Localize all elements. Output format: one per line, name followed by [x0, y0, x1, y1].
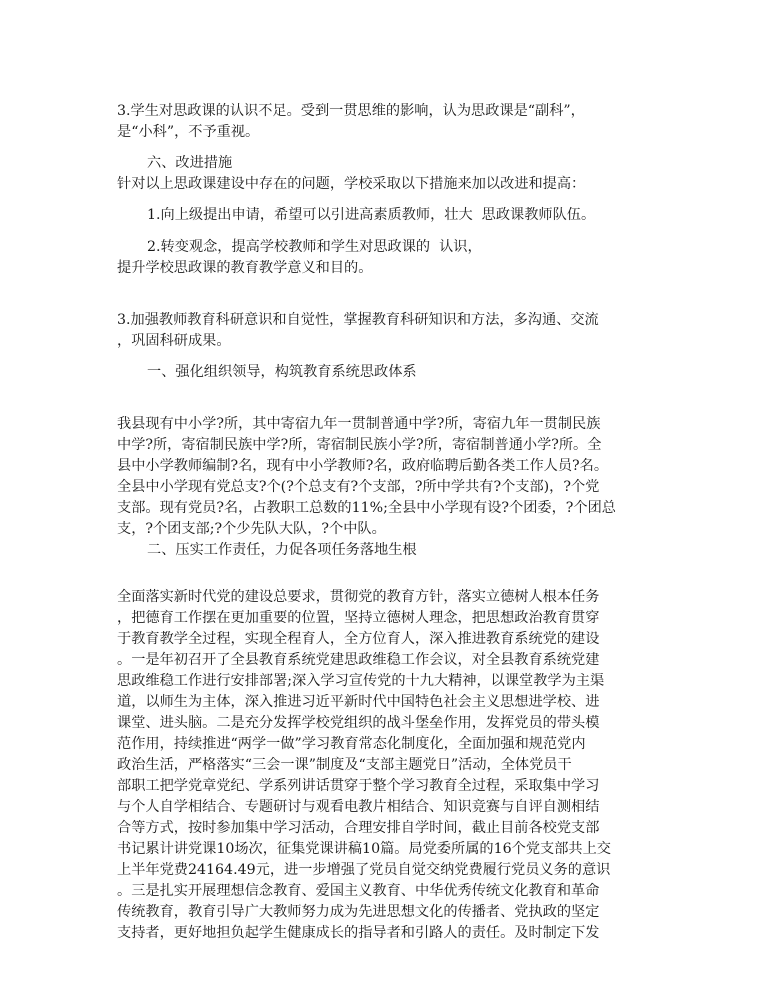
paragraph-line: 合等方式，按时参加集中学习活动，合理安排自学时间，截止目前各校党支部: [117, 820, 600, 836]
paragraph-line: 3.学生对思政课的认识不足。受到一贯思维的影响，认为思政课是“副科”，: [117, 103, 585, 119]
list-item: 3.加强教师教育科研意识和自觉性，掌握教育科研知识和方法，多沟通、交流: [117, 312, 599, 328]
paragraph-line: 全县中小学现有党总支?个(?个总支有?个支部，?所中学共有?个支部)，?个党: [117, 479, 600, 495]
section-heading: 二、压实工作责任，力促各项任务落地生根: [147, 542, 417, 558]
paragraph-line: 道，以师生为主体，深入推进习近平新时代中国特色社会主义思想进学校、进: [117, 694, 600, 710]
paragraph-line: 范作用，持续推进“两学一做”学习教育常态化制度化，全面加强和规范党内: [117, 736, 586, 752]
paragraph-line: 支部。现有党员?名，占教职工总数的11%;全县中小学现有设?个团委，?个团总: [117, 500, 616, 516]
paragraph-line: 部职工把学党章党纪、学系列讲话贯穿于整个学习教育全过程，采取集中学习: [117, 778, 600, 794]
paragraph-line: 我县现有中小学?所，其中寄宿九年一贯制普通中学?所，寄宿九年一贯制民族: [117, 416, 601, 432]
paragraph-line: 中学?所，寄宿制民族中学?所，寄宿制民族小学?所，寄宿制普通小学?所。全: [117, 437, 602, 453]
paragraph-line: 针对以上思政课建设中存在的问题，学校采取以下措施来加以改进和提高：: [117, 176, 586, 192]
list-item: 2.转变观念，提高学校教师和学生对思政课的 认识，: [147, 239, 482, 255]
paragraph-line: 书记累计讲党课10场次，征集党课讲稿10篇。局党委所属的16个党支部共上交: [117, 841, 611, 857]
paragraph-line: 支，?个团支部;?个少先队大队，?个中队。: [117, 521, 386, 537]
list-item-continuation: ，巩固科研成果。: [117, 333, 231, 349]
paragraph-line: 政治生活，严格落实“三会一课”制度及“支部主题党日”活动，全体党员干: [117, 757, 572, 773]
paragraph-line: 全面落实新时代党的建设总要求，贯彻党的教育方针，落实立德树人根本任务: [117, 589, 600, 605]
paragraph-line: 是“小科”，不予重视。: [117, 124, 260, 140]
paragraph-line: 于教育教学全过程，实现全程育人，全方位育人，深入推进教育系统党的建设: [117, 631, 600, 647]
list-item: 1.向上级提出申请，希望可以引进高素质教师，壮大 思政课教师队伍。: [147, 207, 596, 223]
paragraph-line: 支持者，更好地担负起学生健康成长的指导者和引路人的责任。及时制定下发: [117, 925, 600, 941]
paragraph-line: 与个人自学相结合、专题研讨与观看电教片相结合、知识竞赛与自评自测相结: [117, 799, 600, 815]
paragraph-line: 传统教育，教育引导广大教师努力成为先进思想文化的传播者、党执政的坚定: [117, 904, 600, 920]
paragraph-line: 县中小学教师编制?名，现有中小学教师?名，政府临聘后勤各类工作人员?名。: [117, 458, 609, 474]
paragraph-line: ，把德育工作摆在更加重要的位置，坚持立德树人理念，把思想政治教育贯穿: [117, 610, 600, 626]
section-heading: 六、改进措施: [147, 155, 233, 171]
paragraph-line: 思政维稳工作进行安排部署;深入学习宣传党的十九大精神，以课堂教学为主渠: [117, 673, 605, 689]
paragraph-line: 上半年党费24164.49元，进一步增强了党员自觉交纳党费履行党员义务的意识: [117, 862, 611, 878]
paragraph-line: 课堂、进头脑。二是充分发挥学校党组织的战斗堡垒作用，发挥党员的带头模: [117, 715, 600, 731]
paragraph-line: 。一是年初召开了全县教育系统党建思政维稳工作会议，对全县教育系统党建: [117, 652, 600, 668]
section-heading: 一、强化组织领导，构筑教育系统思政体系: [147, 364, 417, 380]
paragraph-line: 。三是扎实开展理想信念教育、爱国主义教育、中华优秀传统文化教育和革命: [117, 883, 600, 899]
list-item-continuation: 提升学校思政课的教育教学意义和目的。: [117, 260, 373, 276]
